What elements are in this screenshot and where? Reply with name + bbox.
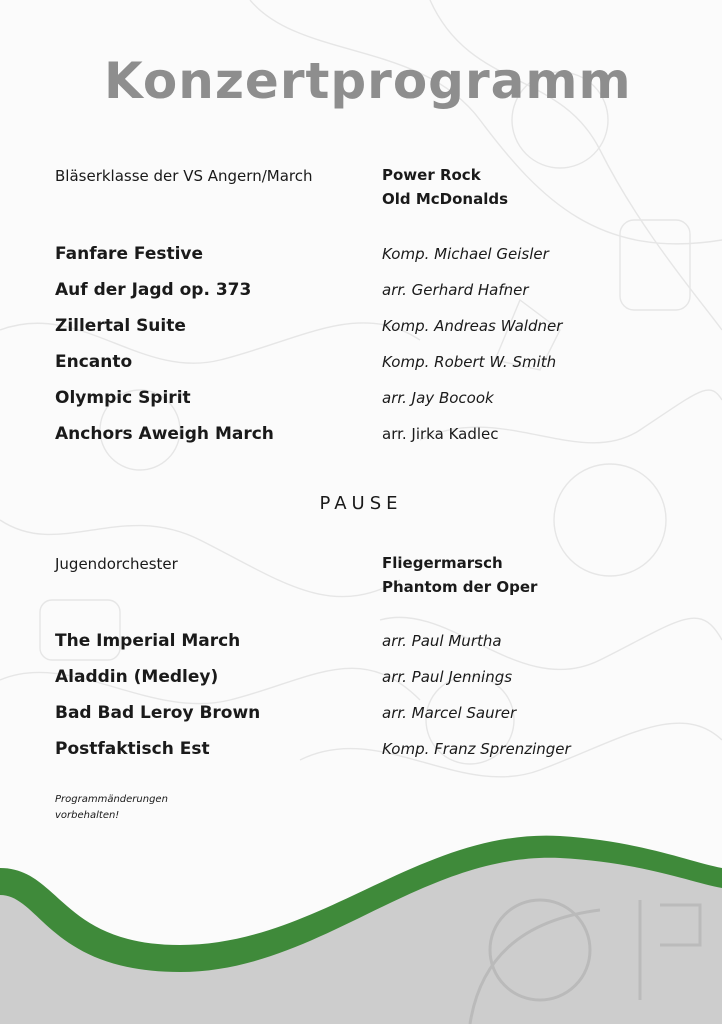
program-note <box>55 792 168 824</box>
piece-title: Aladdin (Medley) <box>55 667 219 687</box>
program-row <box>0 739 722 775</box>
program-row <box>0 703 722 739</box>
group-piece: Old McDonalds <box>382 190 509 208</box>
program-row <box>0 631 722 667</box>
piece-title: Zillertal Suite <box>55 316 186 336</box>
piece-credit: Komp. Franz Sprenzinger <box>382 740 571 758</box>
piece-title: Postfaktisch Est <box>55 739 210 759</box>
group-name-jugendorchester: Jugendorchester <box>55 555 178 573</box>
group-name-blaeserklasse: Bläserklasse der VS Angern/March <box>55 167 313 185</box>
piece-credit: arr. Jirka Kadlec <box>382 425 499 443</box>
piece-credit: Komp. Robert W. Smith <box>382 353 557 371</box>
program-row <box>0 667 722 703</box>
piece-title: Bad Bad Leroy Brown <box>55 703 261 723</box>
piece-credit: arr. Paul Jennings <box>382 668 513 686</box>
piece-credit: Komp. Michael Geisler <box>382 245 549 263</box>
program-row <box>0 388 722 424</box>
program-row <box>0 352 722 388</box>
piece-title: Fanfare Festive <box>55 244 204 264</box>
group-pieces-jugendorchester <box>382 551 537 599</box>
piece-title: The Imperial March <box>55 631 241 651</box>
piece-title: Auf der Jagd op. 373 <box>55 280 252 300</box>
program-row <box>0 316 722 352</box>
note-line: vorbehalten! <box>55 810 120 821</box>
group-piece: Power Rock <box>382 166 481 184</box>
program-row <box>0 280 722 316</box>
piece-credit: arr. Paul Murtha <box>382 632 502 650</box>
program-row <box>0 244 722 280</box>
pause-heading: PAUSE <box>319 493 403 514</box>
group-piece: Phantom der Oper <box>382 578 538 596</box>
piece-credit: arr. Gerhard Hafner <box>382 281 529 299</box>
program-row <box>0 424 722 460</box>
piece-title: Encanto <box>55 352 133 372</box>
piece-title: Anchors Aweigh March <box>55 424 274 444</box>
piece-credit: arr. Marcel Saurer <box>382 704 517 722</box>
piece-title: Olympic Spirit <box>55 388 191 408</box>
group-piece: Fliegermarsch <box>382 554 503 572</box>
note-line: Programmänderungen <box>55 794 168 805</box>
piece-credit: arr. Jay Bocook <box>382 389 494 407</box>
piece-credit: Komp. Andreas Waldner <box>382 317 563 335</box>
page-title: Konzertprogramm <box>104 52 632 110</box>
group-pieces-blaeserklasse <box>382 163 508 211</box>
